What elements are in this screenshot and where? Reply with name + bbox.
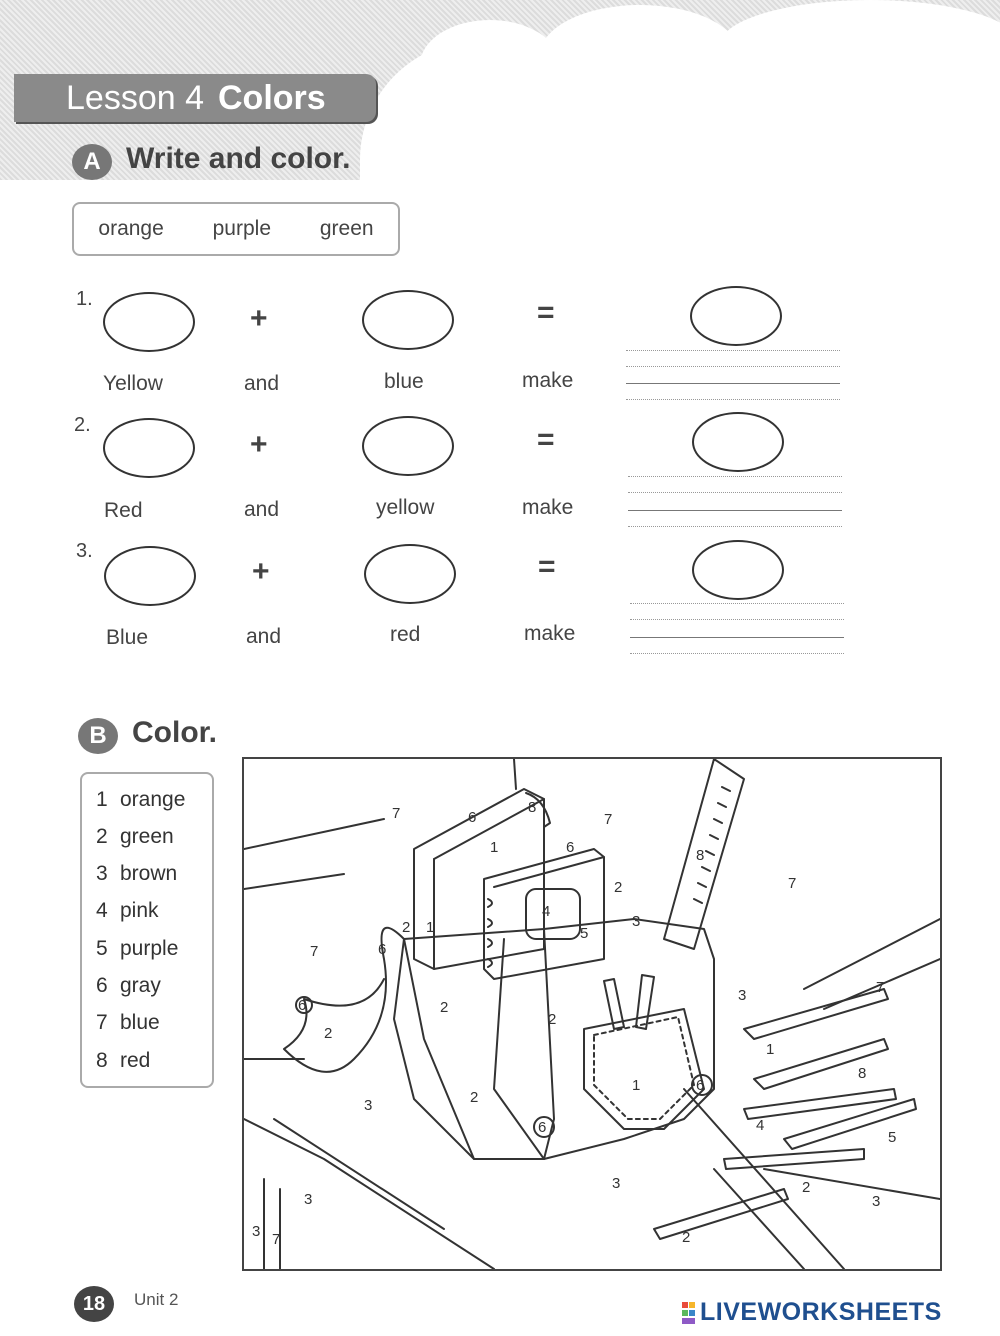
answer-line[interactable] (628, 510, 842, 511)
row-number: 2. (74, 414, 91, 436)
area-number: 3 (738, 987, 747, 1004)
connector-word: and (244, 372, 280, 395)
cloud-shape (420, 20, 560, 110)
section-a-title: Write and color. (126, 142, 351, 175)
area-number: 3 (252, 1223, 261, 1240)
answer-line[interactable] (630, 637, 844, 638)
color-oval[interactable] (103, 292, 195, 352)
coloring-picture[interactable] (242, 757, 942, 1271)
area-number: 1 (766, 1041, 775, 1058)
area-number: 8 (696, 847, 705, 864)
color-oval[interactable] (692, 540, 784, 600)
area-number: 6 (378, 941, 387, 958)
color-key-item: 7 blue (96, 1011, 160, 1034)
make-word: make (522, 496, 574, 519)
cloud-shape (540, 5, 740, 105)
area-number: 5 (580, 925, 589, 942)
writing-line (630, 653, 844, 654)
color-oval[interactable] (362, 416, 454, 476)
color-key-item: 2 green (96, 825, 174, 848)
area-number: 3 (612, 1175, 621, 1192)
area-number: 3 (872, 1193, 881, 1210)
color-oval[interactable] (692, 412, 784, 472)
liveworksheets-logo[interactable]: LIVEWORKSHEETS (700, 1298, 942, 1326)
section-a-badge: A (72, 144, 112, 180)
area-number: 2 (470, 1089, 479, 1106)
area-number: 2 (682, 1229, 691, 1246)
color-key-item: 6 gray (96, 974, 161, 997)
first-color-word: Red (104, 499, 143, 522)
area-number: 8 (528, 799, 537, 816)
connector-word: and (244, 498, 280, 521)
equals-sign: = (537, 296, 555, 329)
area-number: 7 (310, 943, 319, 960)
writing-line (630, 619, 844, 620)
first-color-word: Yellow (103, 372, 163, 395)
color-key-box (80, 772, 214, 1088)
color-oval[interactable] (362, 290, 454, 350)
color-oval[interactable] (690, 286, 782, 346)
page-number: 18 (74, 1286, 114, 1322)
word-bank-item: orange (98, 217, 164, 240)
area-number: 1 (632, 1077, 641, 1094)
lesson-label: Lesson 4 (66, 79, 204, 117)
area-number: 7 (272, 1231, 281, 1248)
liveworksheets-logo-icon (682, 1302, 696, 1324)
color-key-item: 3 brown (96, 862, 178, 885)
second-color-word: red (390, 623, 421, 646)
area-number: 1 (490, 839, 499, 856)
area-number: 2 (802, 1179, 811, 1196)
area-number: 7 (788, 875, 797, 892)
area-number: 3 (304, 1191, 313, 1208)
area-number: 6 (468, 809, 477, 826)
area-number: 2 (440, 999, 449, 1016)
row-number: 1. (76, 288, 93, 310)
plus-sign: + (250, 302, 268, 335)
writing-line (628, 476, 842, 477)
area-number: 7 (392, 805, 401, 822)
area-number: 2 (324, 1025, 333, 1042)
cloud-shape (720, 0, 1000, 90)
bag-drawing (244, 759, 940, 1269)
row-number: 3. (76, 540, 93, 562)
make-word: make (522, 369, 574, 392)
area-number: 8 (858, 1065, 867, 1082)
section-b-badge: B (78, 718, 118, 754)
area-number: 6 (298, 997, 307, 1014)
equals-sign: = (537, 423, 555, 456)
writing-line (626, 350, 840, 351)
color-oval[interactable] (364, 544, 456, 604)
first-color-word: Blue (106, 626, 149, 649)
area-number: 4 (542, 903, 551, 920)
second-color-word: blue (384, 370, 424, 393)
lesson-topic: Colors (218, 79, 326, 117)
connector-word: and (246, 625, 282, 648)
unit-label: Unit 2 (134, 1290, 179, 1309)
writing-line (628, 492, 842, 493)
area-number: 6 (696, 1077, 705, 1094)
plus-sign: + (252, 555, 270, 588)
color-key-item: 5 purple (96, 937, 179, 960)
area-number: 3 (632, 913, 641, 930)
color-key-item: 4 pink (96, 899, 159, 922)
section-b-title: Color. (132, 716, 218, 749)
color-key-item: 8 red (96, 1049, 151, 1072)
color-oval[interactable] (103, 418, 195, 478)
area-number: 2 (548, 1011, 557, 1028)
lesson-title-tab (14, 74, 376, 122)
area-number: 1 (426, 919, 435, 936)
make-word: make (524, 622, 576, 645)
area-number: 3 (364, 1097, 373, 1114)
answer-line[interactable] (626, 383, 840, 384)
writing-line (628, 526, 842, 527)
second-color-word: yellow (376, 496, 435, 519)
word-bank-item: green (319, 217, 374, 240)
color-oval[interactable] (104, 546, 196, 606)
area-number: 7 (604, 811, 613, 828)
word-bank-item: purple (212, 217, 272, 240)
area-number: 7 (876, 979, 885, 996)
writing-line (626, 399, 840, 400)
writing-line (630, 603, 844, 604)
word-bank (72, 202, 400, 256)
area-number: 6 (538, 1119, 547, 1136)
area-number: 5 (888, 1129, 897, 1146)
area-number: 2 (614, 879, 623, 896)
area-number: 4 (756, 1117, 765, 1134)
plus-sign: + (250, 428, 268, 461)
writing-line (626, 366, 840, 367)
area-number: 6 (566, 839, 575, 856)
area-number: 2 (402, 919, 411, 936)
color-key-item: 1 orange (96, 788, 186, 811)
equals-sign: = (538, 550, 556, 583)
